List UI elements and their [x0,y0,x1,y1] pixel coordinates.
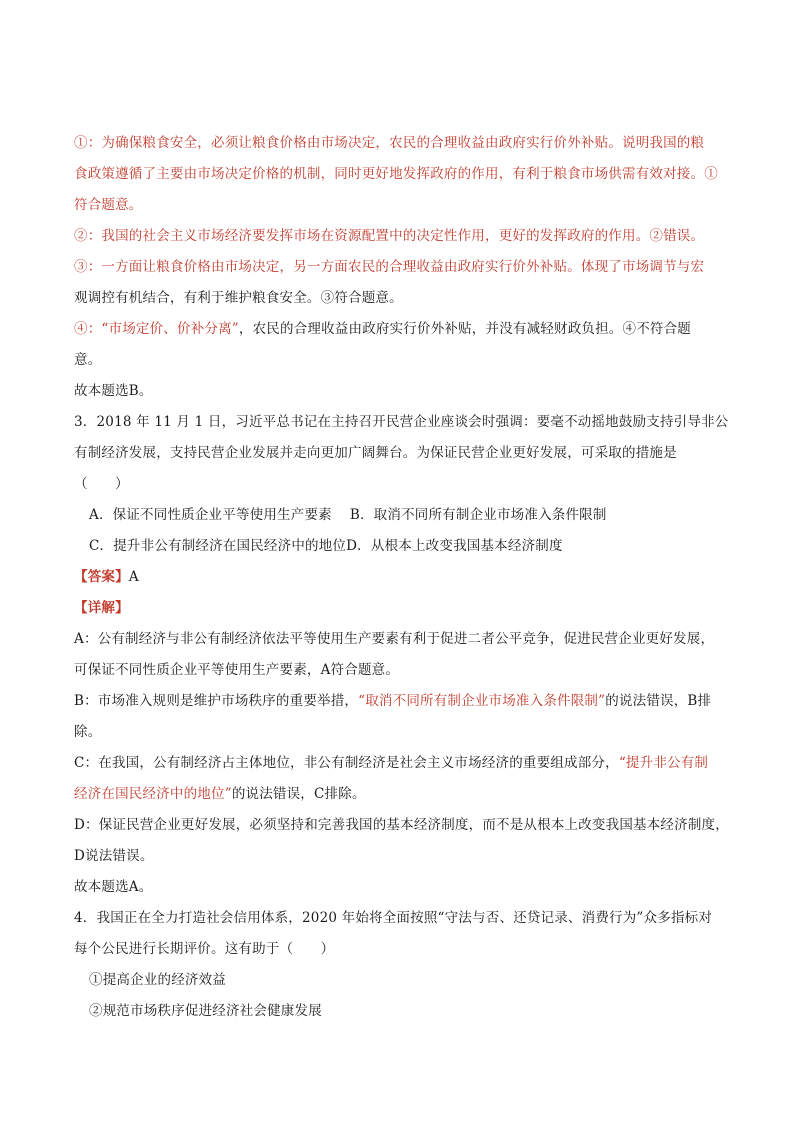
q3-answer-blank: （ ） [74,476,129,492]
q3-options-row-1 [89,505,607,525]
q3-detail-a-line-2: 可保证不同性质企业平等使用生产要素，A符合题意。 [74,662,400,678]
q3-detail-c-quote-end: 经济在国民经济中的地位” [74,786,232,802]
q3-stem-line-1: 3．2018 年 11 月 1 日，习近平总书记在主持召开民营企业座谈会时强调：要毫不动摇地鼓励支持引导非公 [74,414,729,430]
analysis-line-7-quote: ④：“市场定价、价补分离” [74,321,239,337]
q3-option-c: C．提升非公有制经济在国民经济中的地位 [89,538,347,554]
q3-detail-d-line-1: D：保证民营企业更好发展，必须坚持和完善我国的基本经济制度，而不是从根本上改变我国基本经济制度， [74,817,729,833]
q3-detail-c-line-1 [74,753,708,773]
analysis-line-4: ②：我国的社会主义市场经济要发挥市场在资源配置中的决定性作用，更好的发挥政府的作用。②错误。 [74,228,705,244]
q3-answer [74,567,139,587]
q3-detail-b-line-1 [74,691,711,711]
analysis-line-8: 意。 [74,352,102,368]
q3-detail-d-line-2: D说法错误。 [74,848,154,864]
q3-answer-value: A [128,569,139,585]
q3-stem-line-2: 有制经济发展，支持民营企业发展并走向更加广阔舞台。为保证民营企业更好发展，可采取的措施是 [74,445,677,461]
q3-detail-b-rest: 的说法错误，B排 [605,693,712,709]
prev-conclusion: 故本题选B。 [74,383,153,399]
q3-detail-b-quote: “取消不同所有制企业市场准入条件限制” [358,693,606,709]
q3-conclusion: 故本题选A。 [74,879,153,895]
q3-option-b: B．取消不同所有制企业市场准入条件限制 [349,507,607,523]
q3-options-row-2 [89,536,563,556]
q3-detail-c-line-2 [74,784,366,804]
q4-stem-line-2: 每个公民进行长期评价。这有助于（ ） [74,941,335,957]
q3-answer-label: 【答案】 [74,569,129,585]
q3-detail-c-text: C：在我国，公有制经济占主体地位，非公有制经济是社会主义市场经济的重要组成部分， [74,755,619,771]
q3-option-a: A．保证不同性质企业平等使用生产要素 [89,507,332,523]
analysis-line-6: 观调控有机结合，有利于维护粮食安全。③符合题意。 [74,290,403,306]
analysis-line-2-text: 食政策遵循了主要由市场决定价格的机制，同时更好地发挥政府的作用，有利于粮食市场供需有效对接。① [74,166,718,182]
q3-option-d: D．从根本上改变我国基本经济制度 [346,538,563,554]
analysis-line-7 [74,319,691,339]
q3-detail-label: 【详解】 [74,600,129,616]
q3-detail-b-text: B：市场准入规则是维护市场秩序的重要举措， [74,693,359,709]
analysis-line-7-rest: ，农民的合理收益由政府实行价外补贴，并没有减轻财政负担。④不符合题 [238,321,692,337]
q3-detail-b-line-2: 除。 [74,724,102,740]
analysis-line-2 [74,164,718,184]
analysis-line-1: ①：为确保粮食安全，必须让粮食价格由市场决定，农民的合理收益由政府实行价外补贴。说明我国的粮 [74,135,705,151]
q4-item-1: ①提高企业的经济效益 [89,972,226,988]
q4-stem-line-1: 4．我国正在全力打造社会信用体系，2020 年始将全面按照“守法与否、还贷记录、消费行为”众多指标对 [74,910,713,926]
q3-detail-c-quote: “提升非公有制 [618,755,709,771]
analysis-line-3: 符合题意。 [74,197,143,213]
q3-detail-c-rest: 的说法错误，C排除。 [231,786,366,802]
q3-detail-a-line-1: A：公有制经济与非公有制经济依法平等使用生产要素有利于促进二者公平竞争，促进民营企业更好发展， [74,631,715,647]
q4-item-2: ②规范市场秩序促进经济社会健康发展 [89,1003,322,1019]
analysis-line-5: ③：一方面让粮食价格由市场决定，另一方面农民的合理收益由政府实行价外补贴。体现了市场调节与宏 [74,259,705,275]
